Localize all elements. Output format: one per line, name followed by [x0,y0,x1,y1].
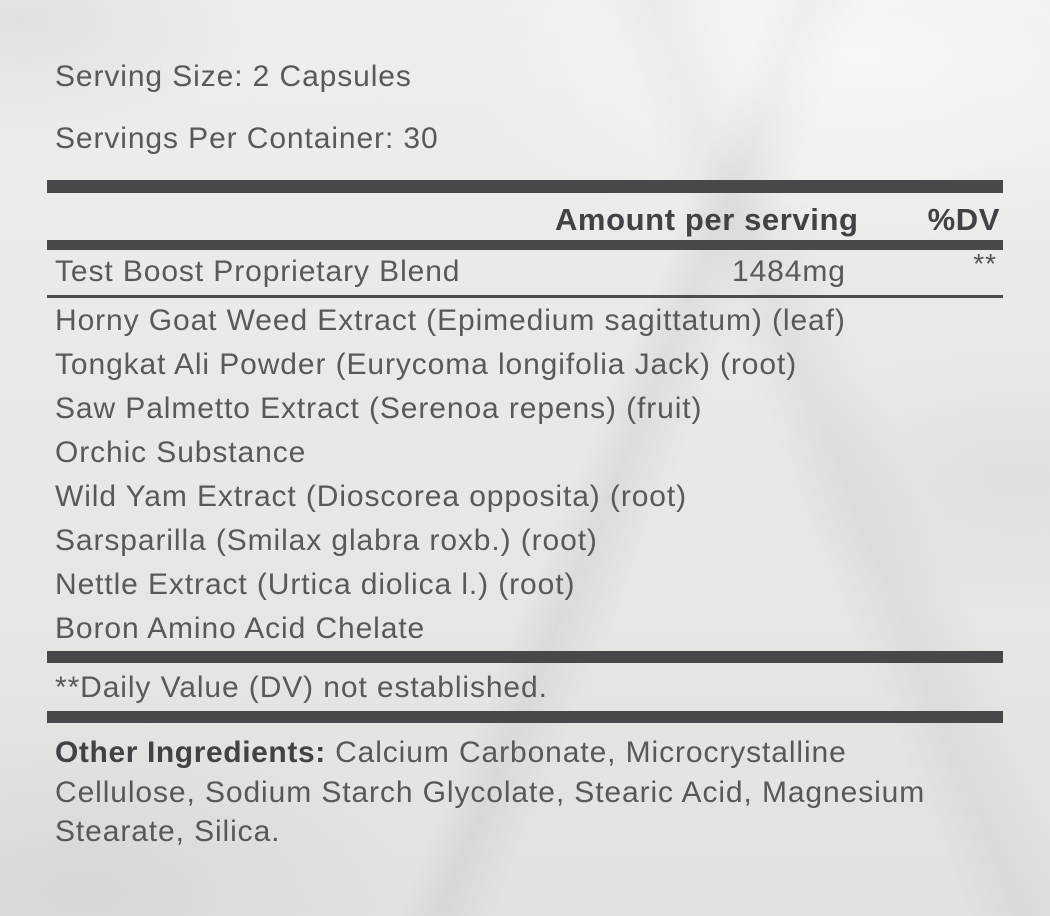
blend-ingredient-row: Nettle Extract (Urtica diolica l.) (root) [55,568,576,601]
blend-ingredient-row: Wild Yam Extract (Dioscorea opposita) (root) [55,480,688,513]
servings-per-container-text: Servings Per Container: 30 [55,122,439,155]
percent-dv-header: %DV [927,202,1000,237]
other-ingredients-label: Other Ingredients: [55,736,326,769]
blend-ingredient-row: Tongkat Ali Powder (Eurycoma longifolia Jack) (root) [55,348,798,381]
blend-ingredient-row: Horny Goat Weed Extract (Epimedium sagittatum) (leaf) [55,304,846,337]
divider-bar-footnote-top [47,651,1003,663]
column-header-row [47,202,1000,238]
blend-amount: 1484mg [732,255,846,288]
blend-dv-asterisks: ** [973,248,997,279]
blend-ingredient-row: Sarsparilla (Smilax glabra roxb.) (root) [55,524,598,557]
divider-bar-top [47,180,1003,193]
blend-ingredient-row: Orchic Substance [55,436,307,469]
blend-name: Test Boost Proprietary Blend [55,255,461,288]
divider-bar-header [47,240,1003,250]
divider-bar-footnote-bottom [47,711,1003,723]
proprietary-blend-row [55,248,1003,295]
other-ingredients-paragraph [55,733,980,852]
other-ingredients-text: Calcium Carbonate, Microcrystalline Cellulose, Sodium Starch Glycolate, Stearic Acid, Magnesium Stearate, Silica. [55,736,926,848]
divider-rule-blend [47,295,1003,298]
blend-ingredient-list [55,299,846,651]
amount-per-serving-header: Amount per serving [554,202,859,237]
serving-size-text: Serving Size: 2 Capsules [55,60,412,93]
blend-ingredient-row: Saw Palmetto Extract (Serenoa repens) (fruit) [55,392,703,425]
blend-ingredient-row: Boron Amino Acid Chelate [55,612,426,645]
daily-value-footnote: **Daily Value (DV) not established. [55,671,548,704]
